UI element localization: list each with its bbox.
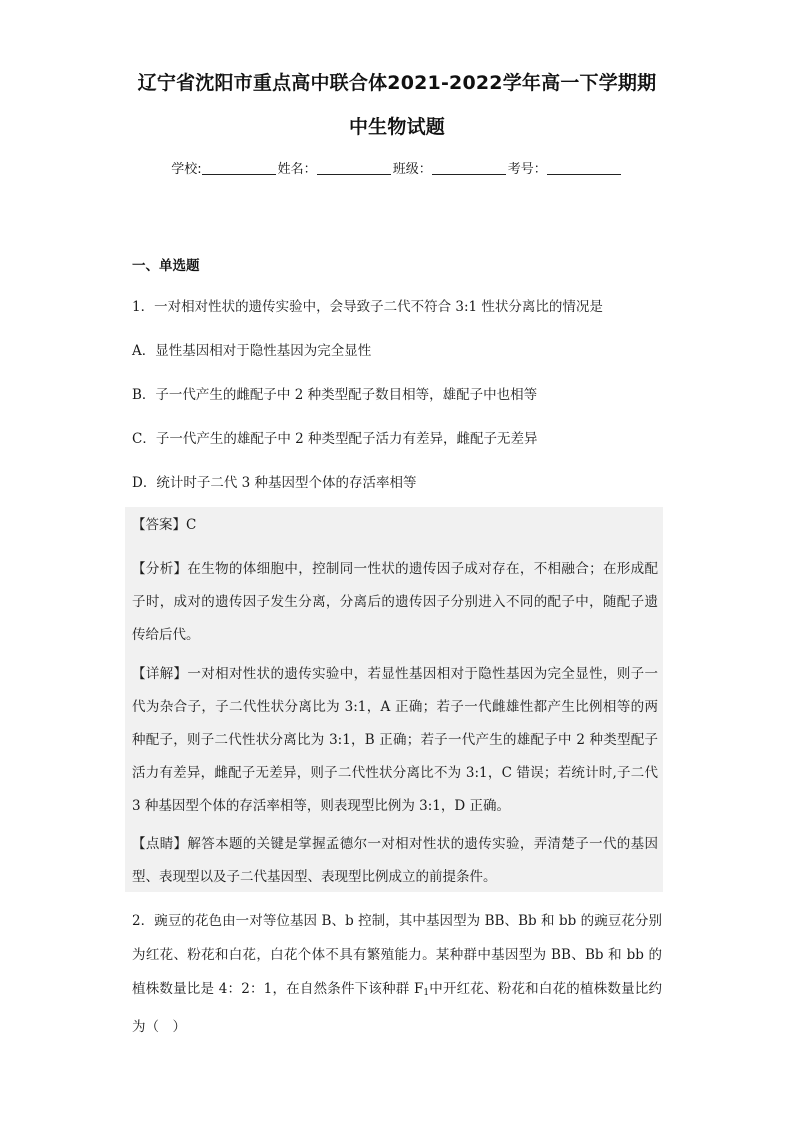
question-2-stem bbox=[132, 904, 662, 1044]
question-1-option-c: C．子一代产生的雄配子中 2 种类型配子活力有差异，雌配子无差异 bbox=[132, 431, 538, 447]
question-2-text-part-1: 2．豌豆的花色由一对等位基因 B、b 控制，其中基因型为 BB、Bb 和 bb 的豌豆花分别为红花、粉花和白花，白花个体不具有繁殖能力。某种群中基因型为 BB、Bb 和 bb 的植株数量比是 4：2：1，在自然条件下该种群 F bbox=[132, 913, 662, 997]
analysis-paragraph bbox=[132, 553, 658, 652]
class-label: 班级： bbox=[392, 162, 432, 177]
answer-line bbox=[132, 509, 658, 542]
question-2-text-part-2: 中开红花、粉花和白花的植株数量比约为（ ） bbox=[132, 981, 662, 1035]
question-2-subscript: 1 bbox=[423, 988, 430, 998]
detail-text: 一对相对性状的遗传实验中，若显性基因相对于隐性基因为完全显性，则子一代为杂合子，子二代性状分离比为 3:1，A 正确；若子一代雌雄性都产生比例相等的两种配子，则子二代性状分离比为 3:1，B 正确；若子一代产生的雄配子中 2 种类型配子活力有差异，雌配子无差异，则子二代性状分离比不为 3:1，C 错误；若统计时,子二代 3 种基因型个体的存活率相等，则表现型比例为 3:1，D 正确。 bbox=[132, 666, 658, 814]
school-label: 学校: bbox=[171, 162, 202, 177]
answer-value: C bbox=[186, 517, 197, 533]
document-title-line-2: 中生物试题 bbox=[348, 116, 445, 138]
question-1-option-a: A．显性基因相对于隐性基因为完全显性 bbox=[132, 343, 372, 359]
exam-number-blank bbox=[547, 162, 621, 175]
name-label: 姓名： bbox=[277, 162, 317, 177]
analysis-text: 在生物的体细胞中，控制同一性状的遗传因子成对存在，不相融合；在形成配子时，成对的遗传因子发生分离，分离后的遗传因子分别进入不同的配子中，随配子遗传给后代。 bbox=[132, 561, 658, 643]
school-blank bbox=[202, 162, 276, 175]
exam-number-label: 考号： bbox=[507, 162, 547, 177]
name-blank bbox=[317, 162, 391, 175]
comment-tag: 【点睛】 bbox=[132, 836, 188, 852]
document-title-line-1: 辽宁省沈阳市重点高中联合体2021-2022学年高一下学期期 bbox=[137, 72, 657, 94]
question-1-option-d: D．统计时子二代 3 种基因型个体的存活率相等 bbox=[132, 475, 417, 491]
question-1-stem: 1．一对相对性状的遗传实验中，会导致子二代不符合 3:1 性状分离比的情况是 bbox=[132, 299, 603, 315]
analysis-tag: 【分析】 bbox=[132, 561, 188, 577]
student-info-line bbox=[0, 158, 794, 177]
detail-tag: 【详解】 bbox=[132, 666, 188, 682]
question-1-option-b: B．子一代产生的雌配子中 2 种类型配子数目相等，雄配子中也相等 bbox=[132, 387, 538, 403]
detail-paragraph bbox=[132, 658, 658, 823]
comment-paragraph bbox=[132, 828, 658, 894]
comment-text: 解答本题的关键是掌握孟德尔一对相对性状的遗传实验，弄清楚子一代的基因型、表现型以及子二代基因型、表现型比例成立的前提条件。 bbox=[132, 836, 658, 885]
class-blank bbox=[432, 162, 506, 175]
section-title: 一、单选题 bbox=[132, 258, 200, 274]
answer-tag: 【答案】 bbox=[132, 517, 186, 533]
